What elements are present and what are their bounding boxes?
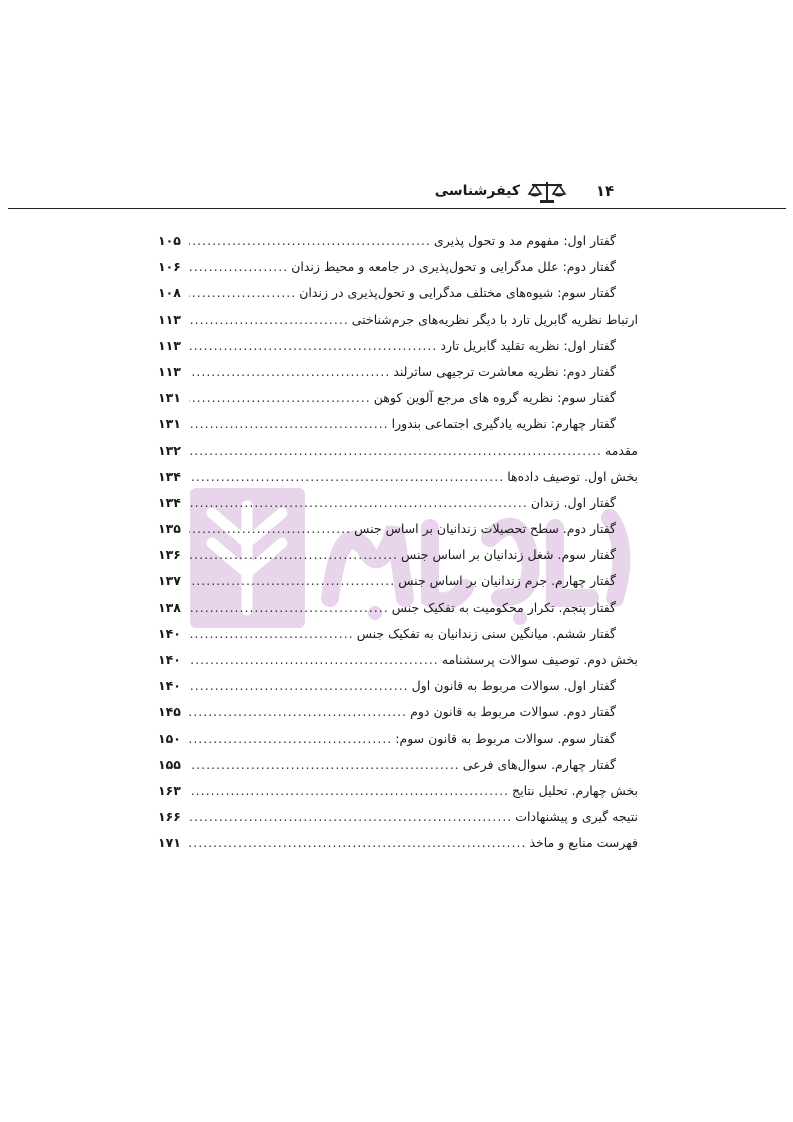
toc-entry[interactable] <box>158 280 638 306</box>
header-divider <box>8 208 786 209</box>
toc-entry[interactable] <box>158 752 638 778</box>
toc-entry-title: نتیجه گیری و پیشنهادات <box>515 809 638 825</box>
toc-entry-page: ۱۵۰ <box>158 730 181 746</box>
toc-entry-page: ۱۱۳ <box>158 311 181 327</box>
toc-entry-page: ۱۳۱ <box>158 390 181 406</box>
toc-entry-title: ارتباط نظریه گابریل تارد با دیگر نظریه‌های جرم‌شناختی <box>351 311 638 327</box>
toc-entry[interactable] <box>158 726 638 752</box>
toc-entry-title: گفتار چهارم: نظریه یادگیری اجتماعی بندورا <box>391 416 616 432</box>
toc-entry[interactable] <box>158 333 638 359</box>
dot-leader <box>189 568 395 594</box>
toc-entry[interactable] <box>158 385 638 411</box>
toc-entry-title: گفتار اول. سوالات مربوط به قانون اول <box>411 678 616 694</box>
toc-entry-title: گفتار دوم: نظریه معاشرت ترجیهی ساترلند <box>393 363 616 379</box>
toc-entry-page: ۱۰۶ <box>158 259 181 275</box>
toc-entry-title: گفتار دوم. سوالات مربوط به قانون دوم <box>410 704 616 720</box>
dot-leader <box>189 385 371 411</box>
toc-entry[interactable] <box>158 490 638 516</box>
toc-entry-page: ۱۰۵ <box>158 233 181 248</box>
toc-entry[interactable] <box>158 568 638 594</box>
toc-entry[interactable] <box>158 542 638 568</box>
scales-of-justice-icon <box>527 180 567 204</box>
toc-entry-title: گفتار چهارم. جرم زندانیان بر اساس جنس <box>398 573 616 589</box>
dot-leader <box>189 464 504 490</box>
dot-leader <box>189 542 398 568</box>
dot-leader <box>189 830 526 856</box>
toc-entry-page: ۱۶۶ <box>158 809 181 825</box>
toc-entry-page: ۱۳۴ <box>158 468 181 484</box>
toc-entry-title: فهرست منابع و ماخذ <box>529 835 638 851</box>
toc-entry[interactable] <box>158 228 638 254</box>
toc-entry-title: بخش اول. توصیف داده‌ها <box>507 468 638 484</box>
toc-entry[interactable] <box>158 778 638 804</box>
toc-entry-title: گفتار اول: مفهوم مد و تحول پذیری <box>433 233 616 248</box>
book-title: کیفرشناسی <box>434 183 520 199</box>
dot-leader <box>189 411 389 437</box>
page-number: ۱۴ <box>595 182 615 200</box>
toc-entry-title: گفتار سوم. سوالات مربوط به قانون سوم: <box>395 730 616 746</box>
dot-leader <box>189 621 354 647</box>
toc-entry[interactable] <box>158 464 638 490</box>
dot-leader <box>189 516 351 542</box>
dot-leader <box>189 673 409 699</box>
toc-entry-title: گفتار ششم. میانگین سنی زندانیان به تفکیک جنس <box>356 625 616 641</box>
toc-entry-page: ۱۳۴ <box>158 494 181 510</box>
dot-leader <box>189 804 512 830</box>
toc-entry-title: گفتار دوم. سطح تحصیلات زندانیان بر اساس جنس <box>354 521 616 537</box>
dot-leader <box>189 359 390 385</box>
toc-entry-page: ۱۵۵ <box>158 756 181 772</box>
dot-leader <box>189 726 392 752</box>
toc-entry-page: ۱۱۳ <box>158 363 181 379</box>
dot-leader <box>189 647 439 673</box>
toc-entry-title: گفتار چهارم. سوال‌های فرعی <box>462 756 616 772</box>
toc-entry[interactable] <box>158 673 638 699</box>
toc-entry[interactable] <box>158 647 638 673</box>
toc-entry-page: ۱۶۳ <box>158 782 181 798</box>
toc-entry-page: ۱۳۱ <box>158 416 181 432</box>
toc-entry-title: گفتار اول. زندان <box>530 494 616 510</box>
toc-entry-title: بخش دوم. توصیف سوالات پرسشنامه <box>441 652 638 667</box>
toc-entry-page: ۱۳۶ <box>158 547 181 563</box>
toc-entry[interactable] <box>158 830 638 856</box>
running-header <box>0 178 793 208</box>
toc-entry[interactable] <box>158 359 638 385</box>
dot-leader <box>189 438 602 464</box>
toc-entry[interactable] <box>158 621 638 647</box>
toc-entry[interactable] <box>158 307 638 333</box>
toc-entry-title: بخش چهارم. تحلیل نتایج <box>512 782 638 798</box>
dot-leader <box>189 490 528 516</box>
dot-leader <box>189 228 431 254</box>
toc-entry-page: ۱۰۸ <box>158 285 181 301</box>
toc-entry-page: ۱۴۰ <box>158 625 181 641</box>
toc-entry-title: گفتار اول: نظریه تقلید گابریل تارد <box>440 337 616 353</box>
table-of-contents <box>158 228 638 857</box>
dot-leader <box>189 699 407 725</box>
toc-entry[interactable] <box>158 254 638 280</box>
dot-leader <box>189 333 437 359</box>
toc-entry-title: گفتار دوم: علل مدگرایی و تحول‌پذیری در جامعه و محیط زندان <box>291 259 616 275</box>
dot-leader <box>189 752 460 778</box>
toc-entry-title: گفتار پنجم. تکرار محکومیت به تفکیک جنس <box>391 599 616 615</box>
toc-entry-page: ۱۱۳ <box>158 337 181 353</box>
toc-entry-title: مقدمه <box>605 442 638 458</box>
dot-leader <box>189 280 296 306</box>
dot-leader <box>189 778 509 804</box>
toc-entry-page: ۱۴۰ <box>158 652 181 667</box>
toc-entry-page: ۱۴۵ <box>158 704 181 720</box>
toc-entry-page: ۱۳۷ <box>158 573 181 589</box>
dot-leader <box>189 307 349 333</box>
toc-entry-page: ۱۴۰ <box>158 678 181 694</box>
toc-entry[interactable] <box>158 438 638 464</box>
toc-entry[interactable] <box>158 699 638 725</box>
toc-entry[interactable] <box>158 516 638 542</box>
toc-entry-page: ۱۷۱ <box>158 835 181 851</box>
toc-entry[interactable] <box>158 595 638 621</box>
toc-entry[interactable] <box>158 804 638 830</box>
toc-entry-page: ۱۳۸ <box>158 599 181 615</box>
toc-entry-page: ۱۳۵ <box>158 521 181 537</box>
toc-entry-title: گفتار سوم: نظریه گروه های مرجع آلوین کوهن <box>373 390 616 406</box>
dot-leader <box>189 595 389 621</box>
toc-entry[interactable] <box>158 411 638 437</box>
toc-entry-page: ۱۳۲ <box>158 442 181 458</box>
dot-leader <box>189 254 288 280</box>
toc-entry-title: گفتار سوم: شیوه‌های مختلف مدگرایی و تحول‌پذیری در زندان <box>299 285 616 301</box>
toc-entry-title: گفتار سوم. شغل زندانیان بر اساس جنس <box>401 547 616 563</box>
